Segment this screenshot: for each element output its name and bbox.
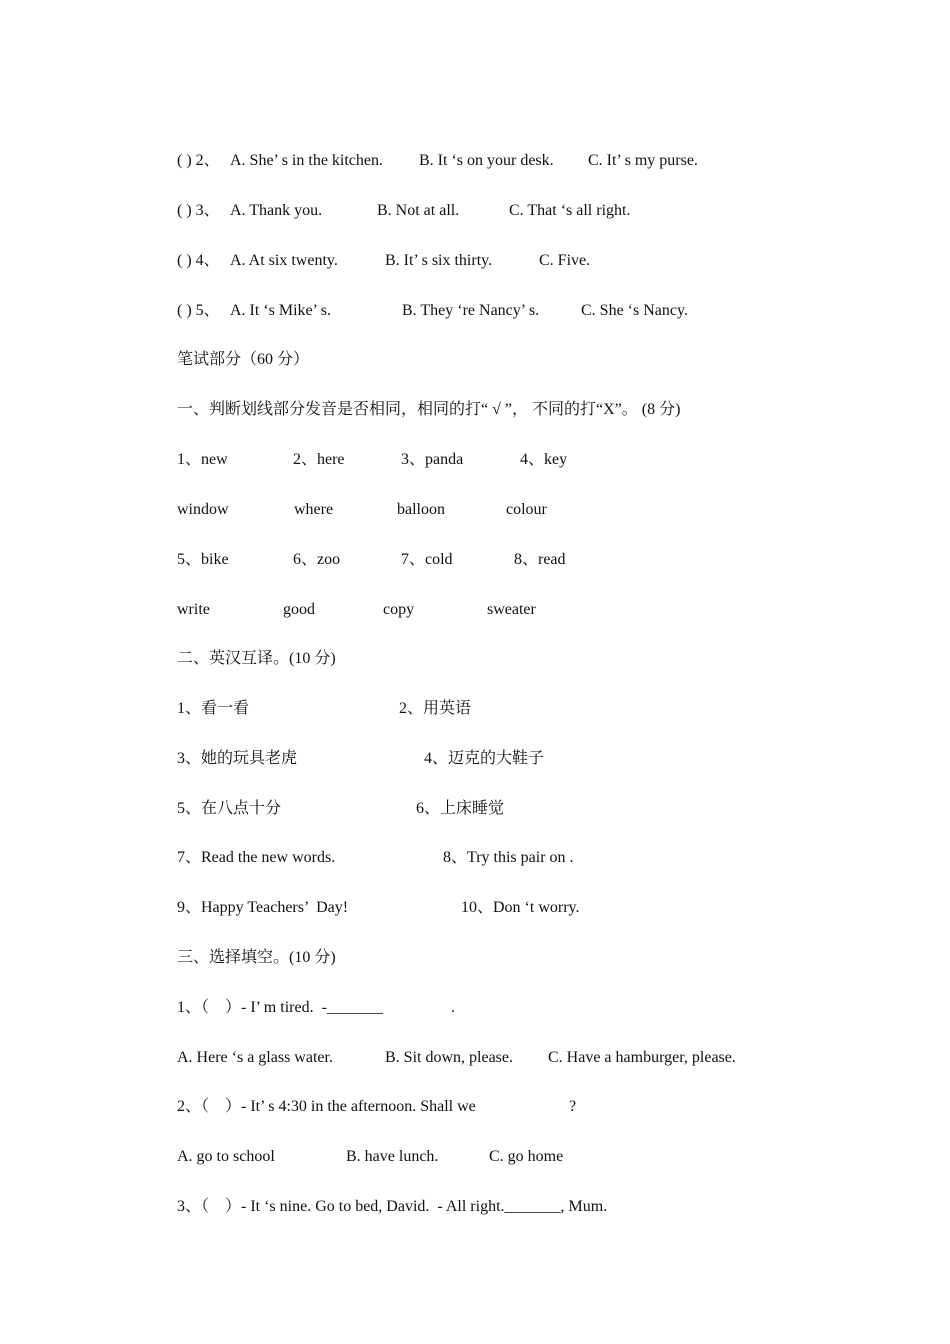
translation-row [0, 798, 505, 820]
word-item: 8、read [514, 551, 566, 568]
option-b: B. Not at all. [377, 202, 460, 219]
word-item: 1、new [177, 451, 228, 468]
option-a: A. go to school [177, 1148, 275, 1165]
item-marker: ( ) 4、 [177, 252, 220, 269]
listening-item-5 [0, 300, 688, 322]
option-b: B. Sit down, please. [385, 1049, 513, 1066]
section1-row [0, 449, 568, 471]
translation-item: 1、看一看 [177, 700, 250, 717]
translation-item: 7、Read the new words. [177, 849, 336, 866]
translation-item: 2、用英语 [399, 700, 472, 717]
word-item: 4、key [520, 451, 568, 468]
item-marker: ( ) 3、 [177, 202, 220, 219]
question-stem: 3、（ ）- It ‘s nine. Go to bed, David. - All right._______, Mum. [177, 1198, 608, 1215]
word-item: 5、bike [177, 551, 229, 568]
option-b: B. have lunch. [346, 1148, 439, 1165]
question-2 [0, 1096, 577, 1118]
option-c: C. It’ s my purse. [588, 152, 698, 169]
section1-row [0, 499, 547, 521]
word-item: 2、here [293, 451, 345, 468]
question-stem: 2、（ ）- It’ s 4:30 in the afternoon. Shall we [177, 1098, 476, 1115]
word-item: copy [383, 601, 415, 618]
section1-title: 一、判断划线部分发音是否相同，相同的打“ √ ”， 不同的打“X”。 (8 分) [177, 401, 681, 418]
option-a: A. Here ‘s a glass water. [177, 1049, 333, 1066]
option-a: A. At six twenty. [230, 252, 338, 269]
written-part-header: 笔试部分（60 分） [177, 351, 310, 368]
translation-item: 5、在八点十分 [177, 800, 282, 817]
section3-title: 三、选择填空。(10 分) [177, 949, 336, 966]
translation-item: 4、迈克的大鞋子 [424, 750, 545, 767]
question-tail: ? [569, 1098, 577, 1115]
section1-row [0, 599, 536, 621]
option-c: C. go home [489, 1148, 564, 1165]
item-marker: ( ) 2、 [177, 152, 220, 169]
word-item: sweater [487, 601, 536, 618]
question-stem: 1、（ ）- I’ m tired. -_______ [177, 999, 383, 1016]
option-c: C. Have a hamburger, please. [548, 1049, 736, 1066]
question-1 [0, 997, 455, 1019]
word-item: colour [506, 501, 547, 518]
translation-item: 6、上床睡觉 [416, 800, 505, 817]
option-b: B. They ‘re Nancy’ s. [402, 302, 540, 319]
word-item: 7、cold [401, 551, 453, 568]
translation-item: 9、Happy Teachers’ Day! [177, 899, 349, 916]
word-item: where [294, 501, 334, 518]
question-1-options [0, 1047, 736, 1069]
option-b: B. It’ s six thirty. [385, 252, 493, 269]
translation-item: 8、Try this pair on . [443, 849, 574, 866]
option-c: C. Five. [539, 252, 591, 269]
question-tail: . [451, 999, 455, 1016]
word-item: balloon [397, 501, 445, 518]
option-c: C. That ‘s all right. [509, 202, 631, 219]
section2-title: 二、英汉互译。(10 分) [177, 650, 336, 667]
listening-item-4 [0, 250, 591, 272]
word-item: 3、panda [401, 451, 464, 468]
option-a: A. She’ s in the kitchen. [230, 152, 384, 169]
translation-item: 3、她的玩具老虎 [177, 750, 298, 767]
option-b: B. It ‘s on your desk. [419, 152, 554, 169]
option-a: A. It ‘s Mike’ s. [230, 302, 332, 319]
question-3 [0, 1196, 608, 1218]
word-item: window [177, 501, 229, 518]
translation-row [0, 748, 545, 770]
translation-row [0, 698, 472, 720]
listening-item-2 [0, 150, 698, 172]
translation-row [0, 897, 580, 919]
word-item: write [177, 601, 210, 618]
question-2-options [0, 1146, 564, 1168]
listening-item-3 [0, 200, 631, 222]
option-c: C. She ‘s Nancy. [581, 302, 688, 319]
translation-item: 10、Don ‘t worry. [461, 899, 580, 916]
item-marker: ( ) 5、 [177, 302, 220, 319]
section1-row [0, 549, 566, 571]
translation-row [0, 847, 574, 869]
word-item: 6、zoo [293, 551, 341, 568]
option-a: A. Thank you. [230, 202, 323, 219]
word-item: good [283, 601, 315, 618]
